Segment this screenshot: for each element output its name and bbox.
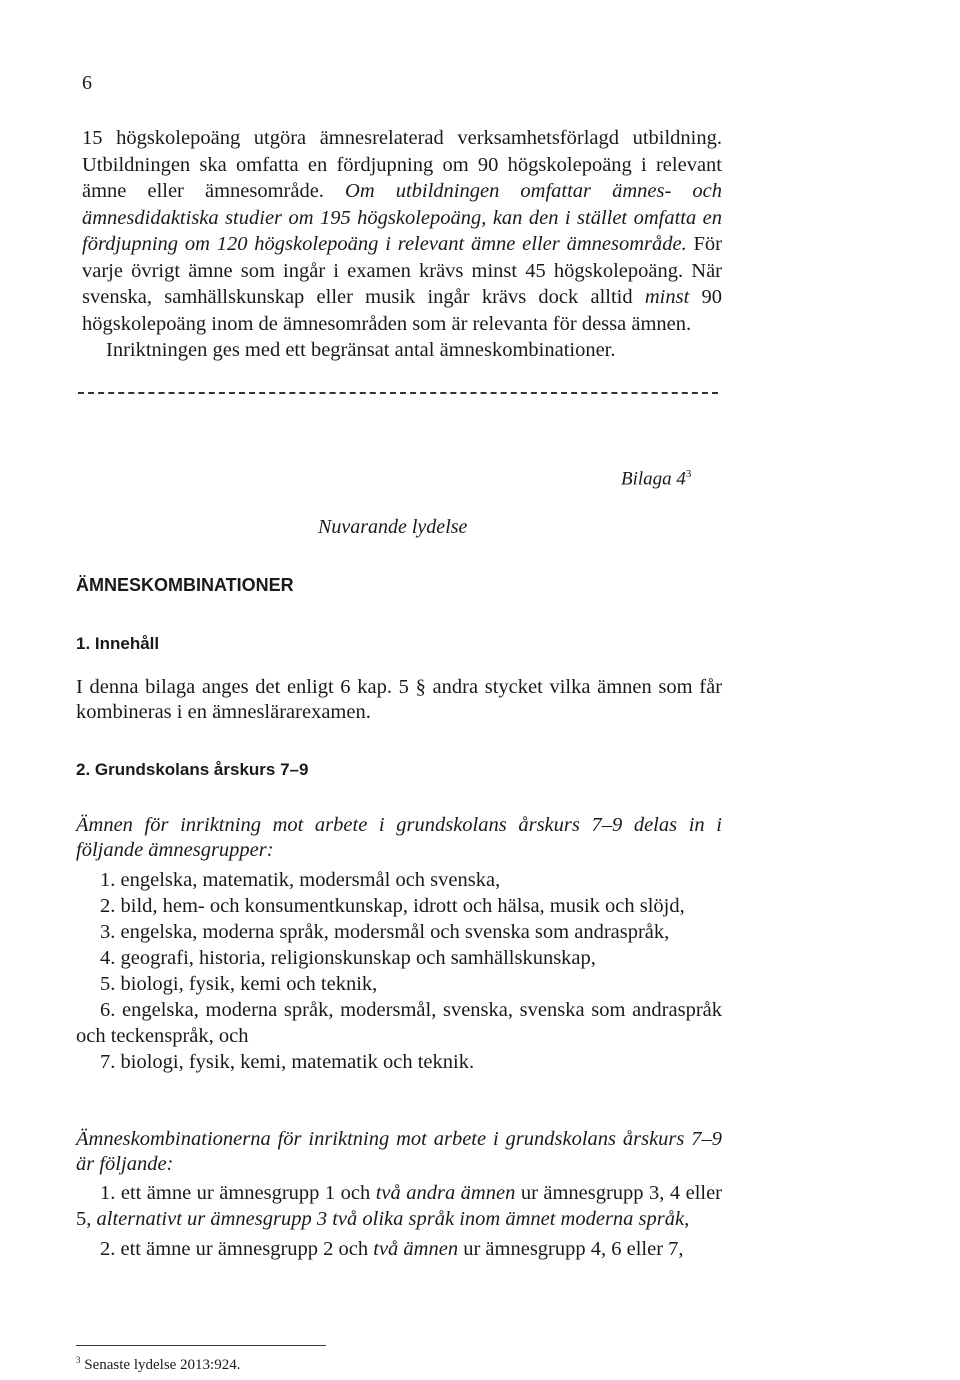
footnote	[76, 1355, 240, 1374]
combo1-text-a: 1. ett ämne ur ämnesgrupp 1 och	[100, 1182, 371, 1204]
list-item: 6. engelska, moderna språk, modersmål, svenska, svenska som andraspråk och teckenspråk, och	[76, 999, 722, 1047]
bilaga-text: Bilaga 4	[621, 468, 686, 490]
list-item	[76, 1236, 722, 1262]
list-item	[76, 1180, 722, 1232]
combo2-text-a: 2. ett ämne ur ämnesgrupp 2 och	[100, 1238, 369, 1260]
intro-italic-text: Om utbildningen omfattar ämnes- och ämnesdidaktiska studier om 195 högskolepoäng, kan den i stället omfatta en fördjupning om 120 högskolepoäng i relevant ämne eller ämnesområde.	[82, 180, 722, 255]
footnote-text: Senaste lydelse 2013:924.	[84, 1357, 241, 1373]
dashed-divider	[78, 392, 718, 394]
list-item: 7. biologi, fysik, kemi, matematik och teknik.	[100, 1051, 475, 1073]
intro-emphasis: minst	[644, 286, 690, 308]
bilaga-label	[621, 468, 691, 490]
section2-title: 2. Grundskolans årskurs 7–9	[76, 760, 309, 779]
list-item: 1. engelska, matematik, modersmål och svenska,	[100, 869, 501, 891]
section-symbol: §	[415, 676, 426, 698]
list-item: 5. biologi, fysik, kemi och teknik,	[100, 973, 378, 995]
nuvarande-lydelse: Nuvarande lydelse	[318, 516, 468, 538]
intro-paragraph	[82, 125, 722, 364]
intro-rest-text-2: 90 högskolepoäng inom de ämnesområden som är relevanta för dessa ämnen.	[82, 286, 723, 335]
combinations-list	[76, 1180, 722, 1262]
bilaga-footnote-ref: 3	[685, 468, 692, 480]
section1-title: 1. Innehåll	[76, 634, 160, 653]
intro-text: 15 högskolepoäng utgöra ämnesrelaterad verksamhetsförlagd utbildning. Utbildningen ska omfatta en fördjupning om 90 högskolepoäng i relevant ämne eller ämnesområde.	[82, 127, 722, 202]
groups-intro: Ämnen för inriktning mot arbete i grundskolans årskurs 7–9 delas in i följande ämnesgrupper:	[76, 814, 722, 861]
combo1-italic-1: två andra ämnen	[375, 1182, 516, 1204]
footnote-marker: 3	[76, 1355, 81, 1365]
main-heading: ÄMNESKOMBINATIONER	[76, 575, 294, 595]
combinations-intro: Ämneskombinationerna för inriktning mot arbete i grundskolans årskurs 7–9 är följande:	[76, 1128, 722, 1175]
combo2-text-b: ur ämnesgrupp 4, 6 eller 7,	[463, 1238, 684, 1260]
section1-text-a: I denna bilaga anges det enligt 6 kap. 5	[76, 676, 409, 698]
section1-text	[76, 675, 722, 725]
list-item: 3. engelska, moderna språk, modersmål och svenska som andraspråk,	[100, 921, 670, 943]
combo1-text-b: ur ämnesgrupp 3, 4 eller 5,	[76, 1182, 723, 1230]
list-item: 2. bild, hem- och konsumentkunskap, idrott och hälsa, musik och slöjd,	[100, 895, 685, 917]
footnote-rule	[76, 1345, 326, 1346]
intro-rest-text: För varje övrigt ämne som ingår i examen krävs minst 45 högskolepoäng. När svenska, samhällskunskap eller musik ingår krävs dock alltid	[82, 233, 723, 308]
groups-list	[76, 867, 722, 1075]
combo1-italic-2: alternativt ur ämnesgrupp 3 två olika språk inom ämnet moderna språk,	[96, 1208, 690, 1230]
section1-text-b: andra stycket vilka ämnen som får kombineras i en ämneslärarexamen.	[76, 676, 723, 723]
list-item: 4. geografi, historia, religionskunskap och samhällskunskap,	[100, 947, 596, 969]
combo2-italic: två ämnen	[373, 1238, 459, 1260]
page-number: 6	[82, 72, 92, 94]
intro-last-line: Inriktningen ges med ett begränsat antal ämneskombinationer.	[106, 339, 616, 361]
